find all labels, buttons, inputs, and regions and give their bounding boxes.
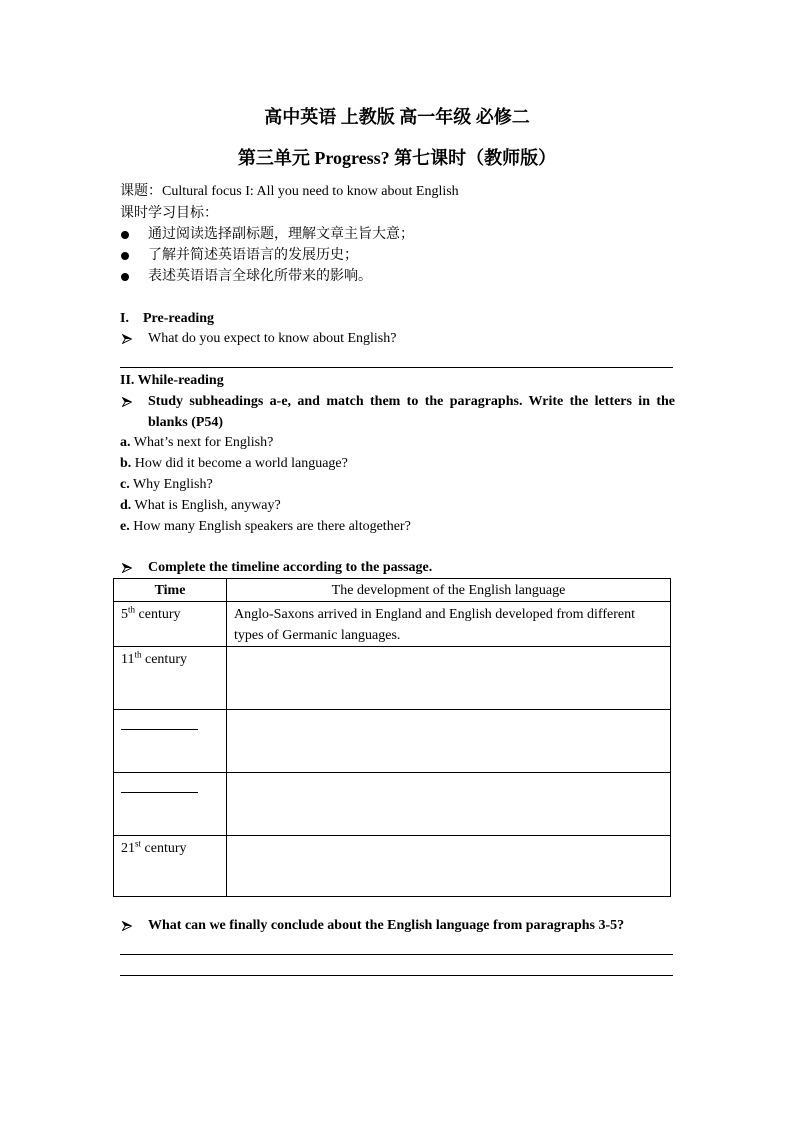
time-ordinal-suffix: th: [134, 649, 142, 660]
column-header-time: Time: [114, 579, 227, 602]
timeline-header-row: [114, 579, 671, 602]
subheading-item: [120, 474, 675, 495]
arrowhead-bullet-icon: [122, 563, 132, 573]
filled-circle-bullet-icon: [121, 273, 129, 281]
objective-item: [120, 224, 675, 245]
objective-text: 通过阅读选择副标题，理解文章主旨大意；: [148, 227, 414, 242]
task-text: What can we finally conclude about the English language from paragraphs 3-5?: [148, 918, 625, 933]
time-cell: [114, 710, 227, 773]
subheading-letter: a.: [120, 435, 131, 450]
answer-line: [120, 954, 673, 955]
subheading-text: What’s next for English?: [133, 435, 274, 450]
objective-item: [120, 266, 675, 287]
section-heading-pre-reading: [120, 308, 675, 329]
time-ordinal-suffix: th: [128, 604, 136, 615]
objective-item: [120, 245, 675, 266]
task-match-subheadings: [120, 391, 675, 433]
subheading-item: [120, 432, 675, 453]
arrowhead-bullet-icon: [122, 334, 132, 344]
subheading-letter: d.: [120, 498, 132, 513]
timeline-row: [114, 773, 671, 836]
column-header-development: The development of the English language: [227, 579, 671, 602]
time-cell: [114, 602, 227, 647]
time-number: 11: [121, 652, 135, 667]
timeline-row: [114, 647, 671, 710]
development-cell: [227, 710, 671, 773]
development-cell: [227, 647, 671, 710]
section-number: I.: [120, 311, 129, 326]
task-text: Study subheadings a-e, and match them to the paragraphs. Write the letters in the blanks (P54): [148, 394, 675, 430]
time-ordinal-suffix: st: [135, 838, 142, 849]
time-number: 5: [121, 607, 128, 622]
subheading-item: [120, 495, 675, 516]
page-title: 高中英语 上教版 高一年级 必修二: [264, 107, 530, 127]
subheading-letter: c.: [120, 477, 130, 492]
answer-line: [120, 975, 673, 976]
topic-label: 课题：: [120, 184, 162, 199]
time-unit: century: [144, 841, 187, 856]
subheadings-list: [120, 432, 675, 537]
objectives-list: [120, 224, 675, 287]
development-cell: [227, 836, 671, 897]
objective-text: 了解并简述英语语言的发展历史；: [148, 248, 358, 263]
answer-line: [120, 367, 673, 368]
arrowhead-bullet-icon: [122, 921, 132, 931]
task-complete-timeline: [120, 557, 675, 578]
objective-text: 表述英语语言全球化所带来的影响。: [148, 269, 372, 284]
question-text: What do you expect to know about English?: [148, 331, 397, 346]
subheading-letter: e.: [120, 519, 130, 534]
timeline-row: [114, 602, 671, 647]
timeline-table: [113, 578, 671, 897]
section-title: Pre-reading: [143, 311, 215, 326]
time-number: 21: [121, 841, 135, 856]
timeline-row: [114, 836, 671, 897]
lesson-topic: [120, 181, 675, 202]
subheading-letter: b.: [120, 456, 132, 471]
section-heading-while-reading: II. While-reading: [120, 373, 224, 388]
subheading-text: How did it become a world language?: [134, 456, 348, 471]
filled-circle-bullet-icon: [121, 231, 129, 239]
time-unit: century: [145, 652, 187, 667]
task-text: Complete the timeline according to the passage.: [148, 560, 433, 575]
subheading-text: How many English speakers are there altogether?: [133, 519, 411, 534]
task-conclusion-question: [120, 915, 675, 936]
time-unit: century: [138, 607, 181, 622]
filled-circle-bullet-icon: [121, 252, 129, 260]
objectives-label: 课时学习目标：: [120, 206, 218, 221]
fill-in-blank: [121, 775, 198, 793]
task-line: [120, 557, 675, 578]
task-line: [120, 328, 675, 349]
timeline-row: [114, 710, 671, 773]
page-subtitle: 第三单元 Progress? 第七课时（教师版）: [237, 148, 557, 168]
subheading-text: What is English, anyway?: [134, 498, 281, 513]
fill-in-blank: [121, 712, 198, 730]
development-cell: [227, 773, 671, 836]
task-line: [120, 391, 675, 433]
time-cell: [114, 647, 227, 710]
time-cell: [114, 773, 227, 836]
subheading-item: [120, 516, 675, 537]
pre-reading-question: [120, 328, 675, 349]
time-cell: [114, 836, 227, 897]
subheading-text: Why English?: [132, 477, 213, 492]
development-cell: Anglo-Saxons arrived in England and English developed from different types of Germanic languages.: [227, 602, 671, 647]
task-line: [120, 915, 675, 936]
subheading-item: [120, 453, 675, 474]
topic-text: Cultural focus I: All you need to know about English: [162, 184, 459, 199]
arrowhead-bullet-icon: [122, 397, 132, 407]
